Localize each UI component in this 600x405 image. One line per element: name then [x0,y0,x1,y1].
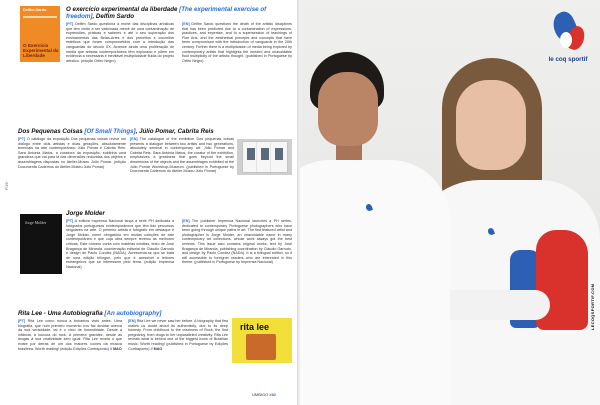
text-en [182,219,292,265]
lang-en-label: [EN] [128,319,136,323]
book-cover-molder [20,214,62,274]
title-pt: O exercício experimental da liberdade [66,6,178,13]
right-folio [252,392,276,397]
article-title [66,210,292,217]
article-jorge-molder [66,210,292,269]
cover-photo [246,334,276,360]
catalogue-volume [271,142,287,172]
title-pt: Rita Lee - Uma Autobiografia [18,310,103,317]
end-mark: // [150,346,153,351]
book-cover-pequenas-coisas [237,139,292,175]
left-page [0,0,297,405]
article-pequenas-coisas [18,128,292,174]
rooster-logo-icon [486,228,496,238]
lang-pt-label: [PT] [18,319,26,323]
text-en [130,137,234,174]
cover-stripe [23,16,57,18]
text-pt [66,219,174,270]
title-author: , Júlio Pomar, Cabrita Reis [135,128,214,135]
body-pt: A editora Imprensa Nacional lança a série PH dedicada à fotógrafos portugueses contemporâneos que têm tido percursos singulares na arte. O primeiro artista e fotógrafo em destaque é Jorge Molder, nome obrigatório em muitas coleções de arte contemporânea e que cuja obra sempre revelou as melhores críticas. Este número conta com matérias inéditas, texto de José Bragança de Miranda, coordenação editorial de Cláudio Garrudo e design de Paulo Condez (NADA). Acrescenta-se que se trata de uma edição bilíngue, pelo que é acessível a leitores estrangeiros que se interessem pelo tema. (edição Imprensa Nacional) [66,219,174,269]
lang-pt-label: [PT] [66,219,74,223]
rooster-logo-icon [364,204,374,214]
cover-title: Jorge Molder [25,220,47,225]
title-en: [An autobiography] [104,310,162,317]
lang-pt-label: [PT] [66,22,74,26]
rooster-icon [548,12,588,54]
lang-en-label: [EN] [182,22,190,26]
model-woman-face [456,80,526,170]
cover-author: Delfim Sardo [23,8,47,12]
folio-section: UMBIGO [252,392,269,397]
lang-en-label: [EN] [182,219,190,223]
text-en [182,22,292,63]
article-rita-lee [18,310,292,351]
body-en: The publisher Imprensa Nacional launches a PH series, dedicated to contemporary Portuguese photographers who have been going through unique paths in art. The first featured artist and photographer is Jorge Molder, an unavoidable name in many contemporary art collections, whose work always got the best reviews. This issue also contains original works, text by José Bragança de Miranda, publishing coordination by Cláudio Garrudo, and design by Paulo Condez (NADA). It is a bilingual edition, so it will accessible to foreigner readers who are interested in this theme. (published in Portuguese by Imprensa Nacional) [182,219,292,265]
model-man-sweatshirt [300,160,450,405]
brand-name: le coq sportif [548,56,588,63]
brand-logo [540,12,596,63]
title-pt: Jorge Molder [66,210,105,217]
lang-en-label: [EN] [130,137,138,141]
model-man-face [318,72,378,146]
article-title [18,310,292,317]
brand-website: LECOQSPORTIF.COM [590,283,595,330]
folio-number: #82 [269,392,277,397]
body-pt: O catálogo da exposição Dos pequenas coisas revive um diálogo entre dois artistas e duas gerações, absolutamente terminais na arte contemporânea: Júlio Pomar e Cabrita Reis. Sara Antónia Matos, a curadora da exposição, sublinha uma grandeza que vai para lá das dimensões reduzidas dos objetos e assemblagens dispostas no Atelier-Museu Júlio Pomar. (edição Documenta Cadernos do Atelier-Museu Júlio Pomar) [18,137,126,169]
lang-pt-label: [PT] [18,137,26,141]
title-author: , Delfim Sardo [92,13,135,20]
text-pt [18,137,126,169]
body-en: The catalogue of the exhibition Dos pequenas coisas presents a dialogue between two artists and two generations, absolutely seminal in contemporary art: Júlio Pomar and Cabrita Reis. Sara Antónia Matos, the curator of the exhibition, emphasizes a greatness that goes beyond the small dimensions of the objects and the assemblages exhibited at the Júlio Pomar Workshop-Museum. (published in Portuguese by Documenta Cadernos do Atelier-Museu Júlio Pomar) [130,137,234,174]
end-mark: // [109,346,113,351]
article-title [18,128,292,135]
text-pt [66,22,174,63]
byline: MAO [113,346,122,351]
left-folio: P.26 · [4,179,9,190]
byline: MAO [153,346,163,351]
title-en: [Of Small Things] [84,128,136,135]
article-liberdade [66,6,292,63]
cover-title: rita lee [240,322,270,332]
text-pt [18,319,122,351]
article-title [66,6,292,20]
title-pt: Dos Pequenas Coisas [18,128,83,135]
cover-title: O Exercício Experimental da Liberdade [23,43,59,58]
book-cover-liberdade [20,6,60,62]
body-pt: Rita Lee como nunca a tínhamos visto antes. Uma biografia, que num primeiro momento nos faz duvidar acerca da sua veracidade, tal é o vício de honestidade. Desde a infância, à loucura do rock, à primeira gravidez, desde as drogas à sua criatividade sem igual. Rita Lee revela o que existe por detrás de um dos maiores ícones da música brasileira. Worth reading! (edição Edições Contraponto) [18,319,122,351]
body-pt: Delfim Sardo questiona a morte das disciplinas artísticas que tem vindo a ser vaticinada mercê de uma contaminação de expressões, práticas e saberes e até o seu superação dos ensinamentos das Belas-Artes e dos preceitos e conceitos estéticos que foram comprometidos com a introdução das vanguardas do século XX. Acresce ainda uma proliferação de media que artistas contemporâneos têm explorado e põem em evidência a necessária e inevitável multiplicidade fluida do projeto artístico. (edição Orfeu Negro) [66,22,174,63]
body-en: Rita Lee we never saw her before. A biography that first makes us doubt about its authenticity, due to its deep honesty. From childhood to the craziness of Rock, the first pregnancy, from drugs to her unparalleled creativity. Rita Lee reveals what is behind one of the biggest icons of Brazilian music. Worth reading! (published in Portuguese by Edições Contraponto) [128,319,228,351]
body-en: Delfim Sardo questions the death of the artistic disciplines that has been predicted due to a contamination of expressions, practices, and expertise, and to a supersession of teachings of Fine Arts, and the aesthetical precepts and concepts that have been compromised with the introduction of vanguards in the 20th century. Further there is a multiplication of media being explored by contemporary artists that highlights the needed and unavoidable fluid multiplicity of the artistic thought. (published in Portuguese by Orfeu Negro) [182,22,292,63]
title-en: [The experimental exercise of freedom] [66,6,267,20]
advertisement-page [300,0,600,405]
text-en [128,319,228,351]
book-cover-rita-lee [232,318,292,363]
